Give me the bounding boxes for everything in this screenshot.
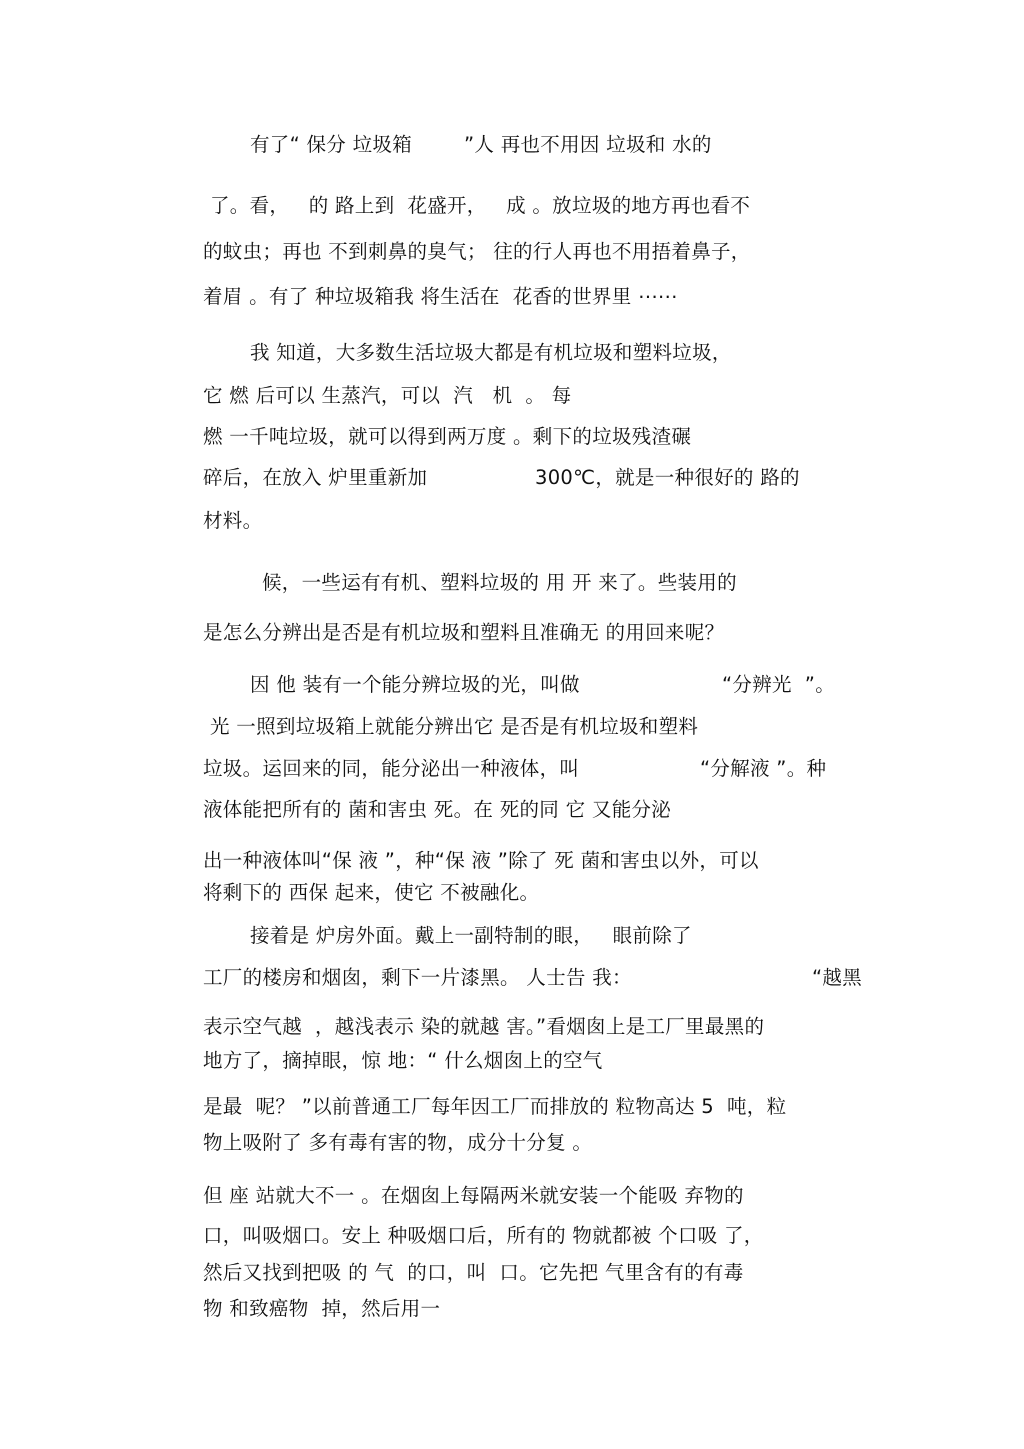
text-line: “越黑 <box>812 966 863 989</box>
text-line: 有了“ 保分 垃圾箱 ”人 再也不用因 垃圾和 水的 <box>250 133 712 156</box>
text-line: 碎后，在放入 炉里重新加 <box>203 466 428 489</box>
text-line: 地方了，摘掉眼，惊 地：“ 什么烟囱上的空气 <box>203 1049 603 1072</box>
text-line: 材料。 <box>203 509 263 532</box>
text-line: 了。看， 的 路上到 花盛开， 成 。放垃圾的地方再也看不 <box>210 194 751 217</box>
text-line: 工厂的楼房和烟囱，剩下一片漆黑。 人士告 我： <box>203 966 632 989</box>
text-line: 候，一些运有有机、塑料垃圾的 用 开 来了。些装用的 <box>262 571 737 594</box>
text-line: 300℃，就是一种很好的 路的 <box>535 466 800 489</box>
text-line: 我 知道，大多数生活垃圾大都是有机垃圾和塑料垃圾， <box>250 341 732 364</box>
text-line: “分辨光 ”。 <box>722 673 836 696</box>
text-line: 口，叫吸烟口。安上 种吸烟口后，所有的 物就都被 个口吸 了， <box>203 1224 764 1247</box>
text-line: 它 燃 后可以 生蒸汽，可以 汽 机 。 每 <box>203 384 572 407</box>
text-line: 燃 一千吨垃圾，就可以得到两万度 。剩下的垃圾残渣碾 <box>203 425 692 448</box>
text-line: 接着是 炉房外面。戴上一副特制的眼， 眼前除了 <box>250 924 692 947</box>
text-line: 将剩下的 西保 起来，使它 不被融化。 <box>203 881 540 904</box>
text-line: 垃圾。运回来的同，能分泌出一种液体，叫 <box>203 757 580 780</box>
text-line: 物 和致癌物 掉，然后用一 <box>203 1297 441 1320</box>
text-line: “分解液 ”。种 <box>700 757 827 780</box>
text-line: 是最 呢？ ”以前普通工厂每年因工厂而排放的 粒物高达 5 吨，粒 <box>203 1095 787 1118</box>
text-line: 表示空气越 ，越浅表示 染的就越 害。”看烟囱上是工厂里最黑的 <box>203 1015 765 1038</box>
text-line: 着眉 。有了 种垃圾箱我 将生活在 花香的世界里 ⋯⋯ <box>203 285 678 308</box>
text-line: 但 座 站就大不一 。在烟囱上每隔两米就安装一个能吸 弃物的 <box>203 1184 744 1207</box>
text-line: 出一种液体叫“保 液 ”，种“保 液 ”除了 死 菌和害虫以外，可以 <box>203 849 759 872</box>
text-line: 光 一照到垃圾箱上就能分辨出它 是否是有机垃圾和塑料 <box>210 715 699 738</box>
text-line: 的蚊虫；再也 不到刺鼻的臭气； 往的行人再也不用捂着鼻子， <box>203 240 751 263</box>
text-line: 物上吸附了 多有毒有害的物，成分十分复 。 <box>203 1131 593 1154</box>
text-line: 因 他 装有一个能分辨垃圾的光，叫做 <box>250 673 580 696</box>
text-line: 然后又找到把吸 的 气 的口，叫 口。它先把 气里含有的有毒 <box>203 1261 744 1284</box>
text-line: 液体能把所有的 菌和害虫 死。在 死的同 它 又能分泌 <box>203 798 672 821</box>
text-line: 是怎么分辨出是否是有机垃圾和塑料且准确无 的用回来呢？ <box>203 621 725 644</box>
